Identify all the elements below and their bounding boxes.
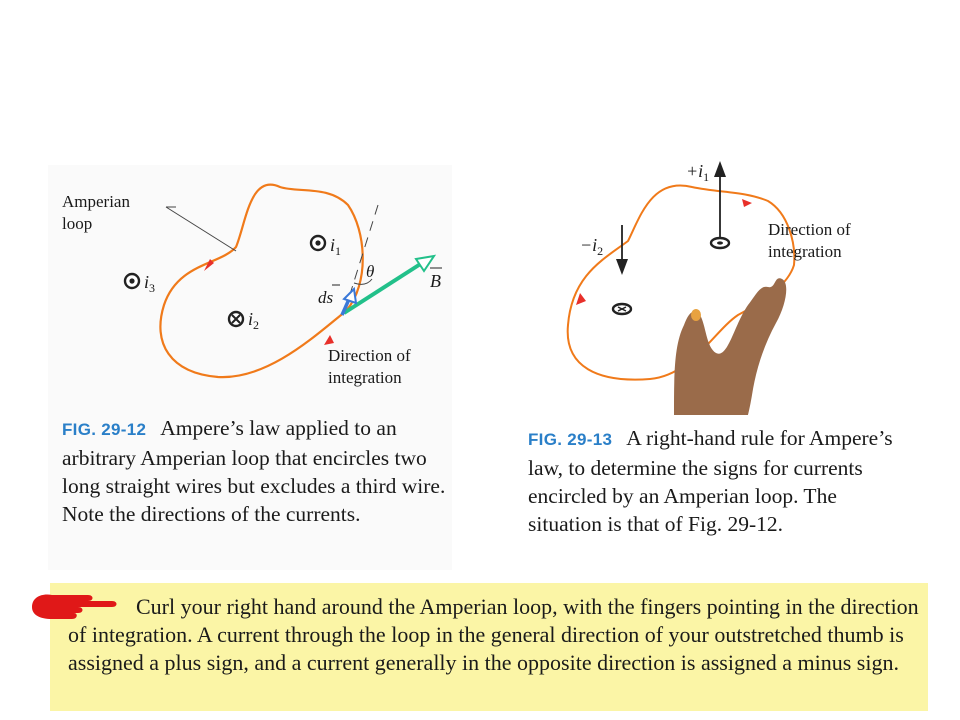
amperian-loop-label-line1: Amperian	[62, 192, 130, 211]
right-hand-rule-text	[68, 593, 920, 677]
figure-29-13-caption	[528, 424, 908, 538]
direction-label-line2: integration	[328, 368, 402, 387]
figure-29-12-number: FIG. 29-12	[62, 420, 147, 439]
figure-29-12-caption-text: Ampere’s law applied to an arbitrary Amperian loop that encircles two long straight wires but excludes a third wire. Note the directions of the currents.	[62, 416, 446, 526]
rule-text-content: Curl your right hand around the Amperian loop, with the fingers pointing in the direction of integration. A current through the loop in the general direction of your outstretched thumb is assigned a plus sign, and a current generally in the opposite direction is assigned a minus sign.	[68, 594, 919, 675]
amperian-loop-leader-line	[166, 207, 236, 251]
wire-i2-into-page-icon	[229, 312, 243, 326]
figure-29-13-diagram	[524, 155, 916, 415]
figure-29-13-caption-text: A right-hand rule for Ampere’s law, to determine the signs for currents encircled by an Amperian loop. The situation is that of Fig. 29-12.	[528, 426, 893, 536]
loop-direction-arrow-1	[576, 293, 586, 305]
i3-label: $i_3$	[144, 272, 156, 295]
wire-i3-out-of-page-icon	[125, 274, 139, 288]
direction-label-line2: integration	[768, 242, 842, 261]
b-field-arrowhead	[416, 256, 434, 271]
b-field-vector	[344, 263, 422, 313]
right-hand-icon	[674, 278, 786, 415]
direction-label-line1: Direction of	[328, 346, 411, 365]
figure-29-13-number: FIG. 29-13	[528, 430, 613, 449]
plus-i1-label: $+i_1$	[686, 161, 710, 184]
minus-i2-label: $-i_2$	[580, 235, 604, 258]
wire-i1-out-of-page-icon	[311, 236, 325, 250]
ds-arrowhead	[344, 289, 356, 303]
i1-label: $i_1$	[330, 235, 342, 258]
amperian-loop-label-line2: loop	[62, 214, 93, 233]
direction-label-line1: Direction of	[768, 220, 851, 239]
figure-29-12-caption	[62, 414, 450, 528]
right-hand-rule-box	[50, 583, 928, 711]
theta-label: θ	[366, 262, 375, 281]
loop-direction-arrow-2	[742, 199, 752, 207]
b-label: B	[430, 271, 441, 291]
i2-label: $i_2$	[248, 309, 260, 332]
loop-direction-arrow-2	[324, 335, 334, 345]
figure-29-12-diagram	[48, 165, 452, 415]
ds-label: ds	[318, 288, 334, 307]
